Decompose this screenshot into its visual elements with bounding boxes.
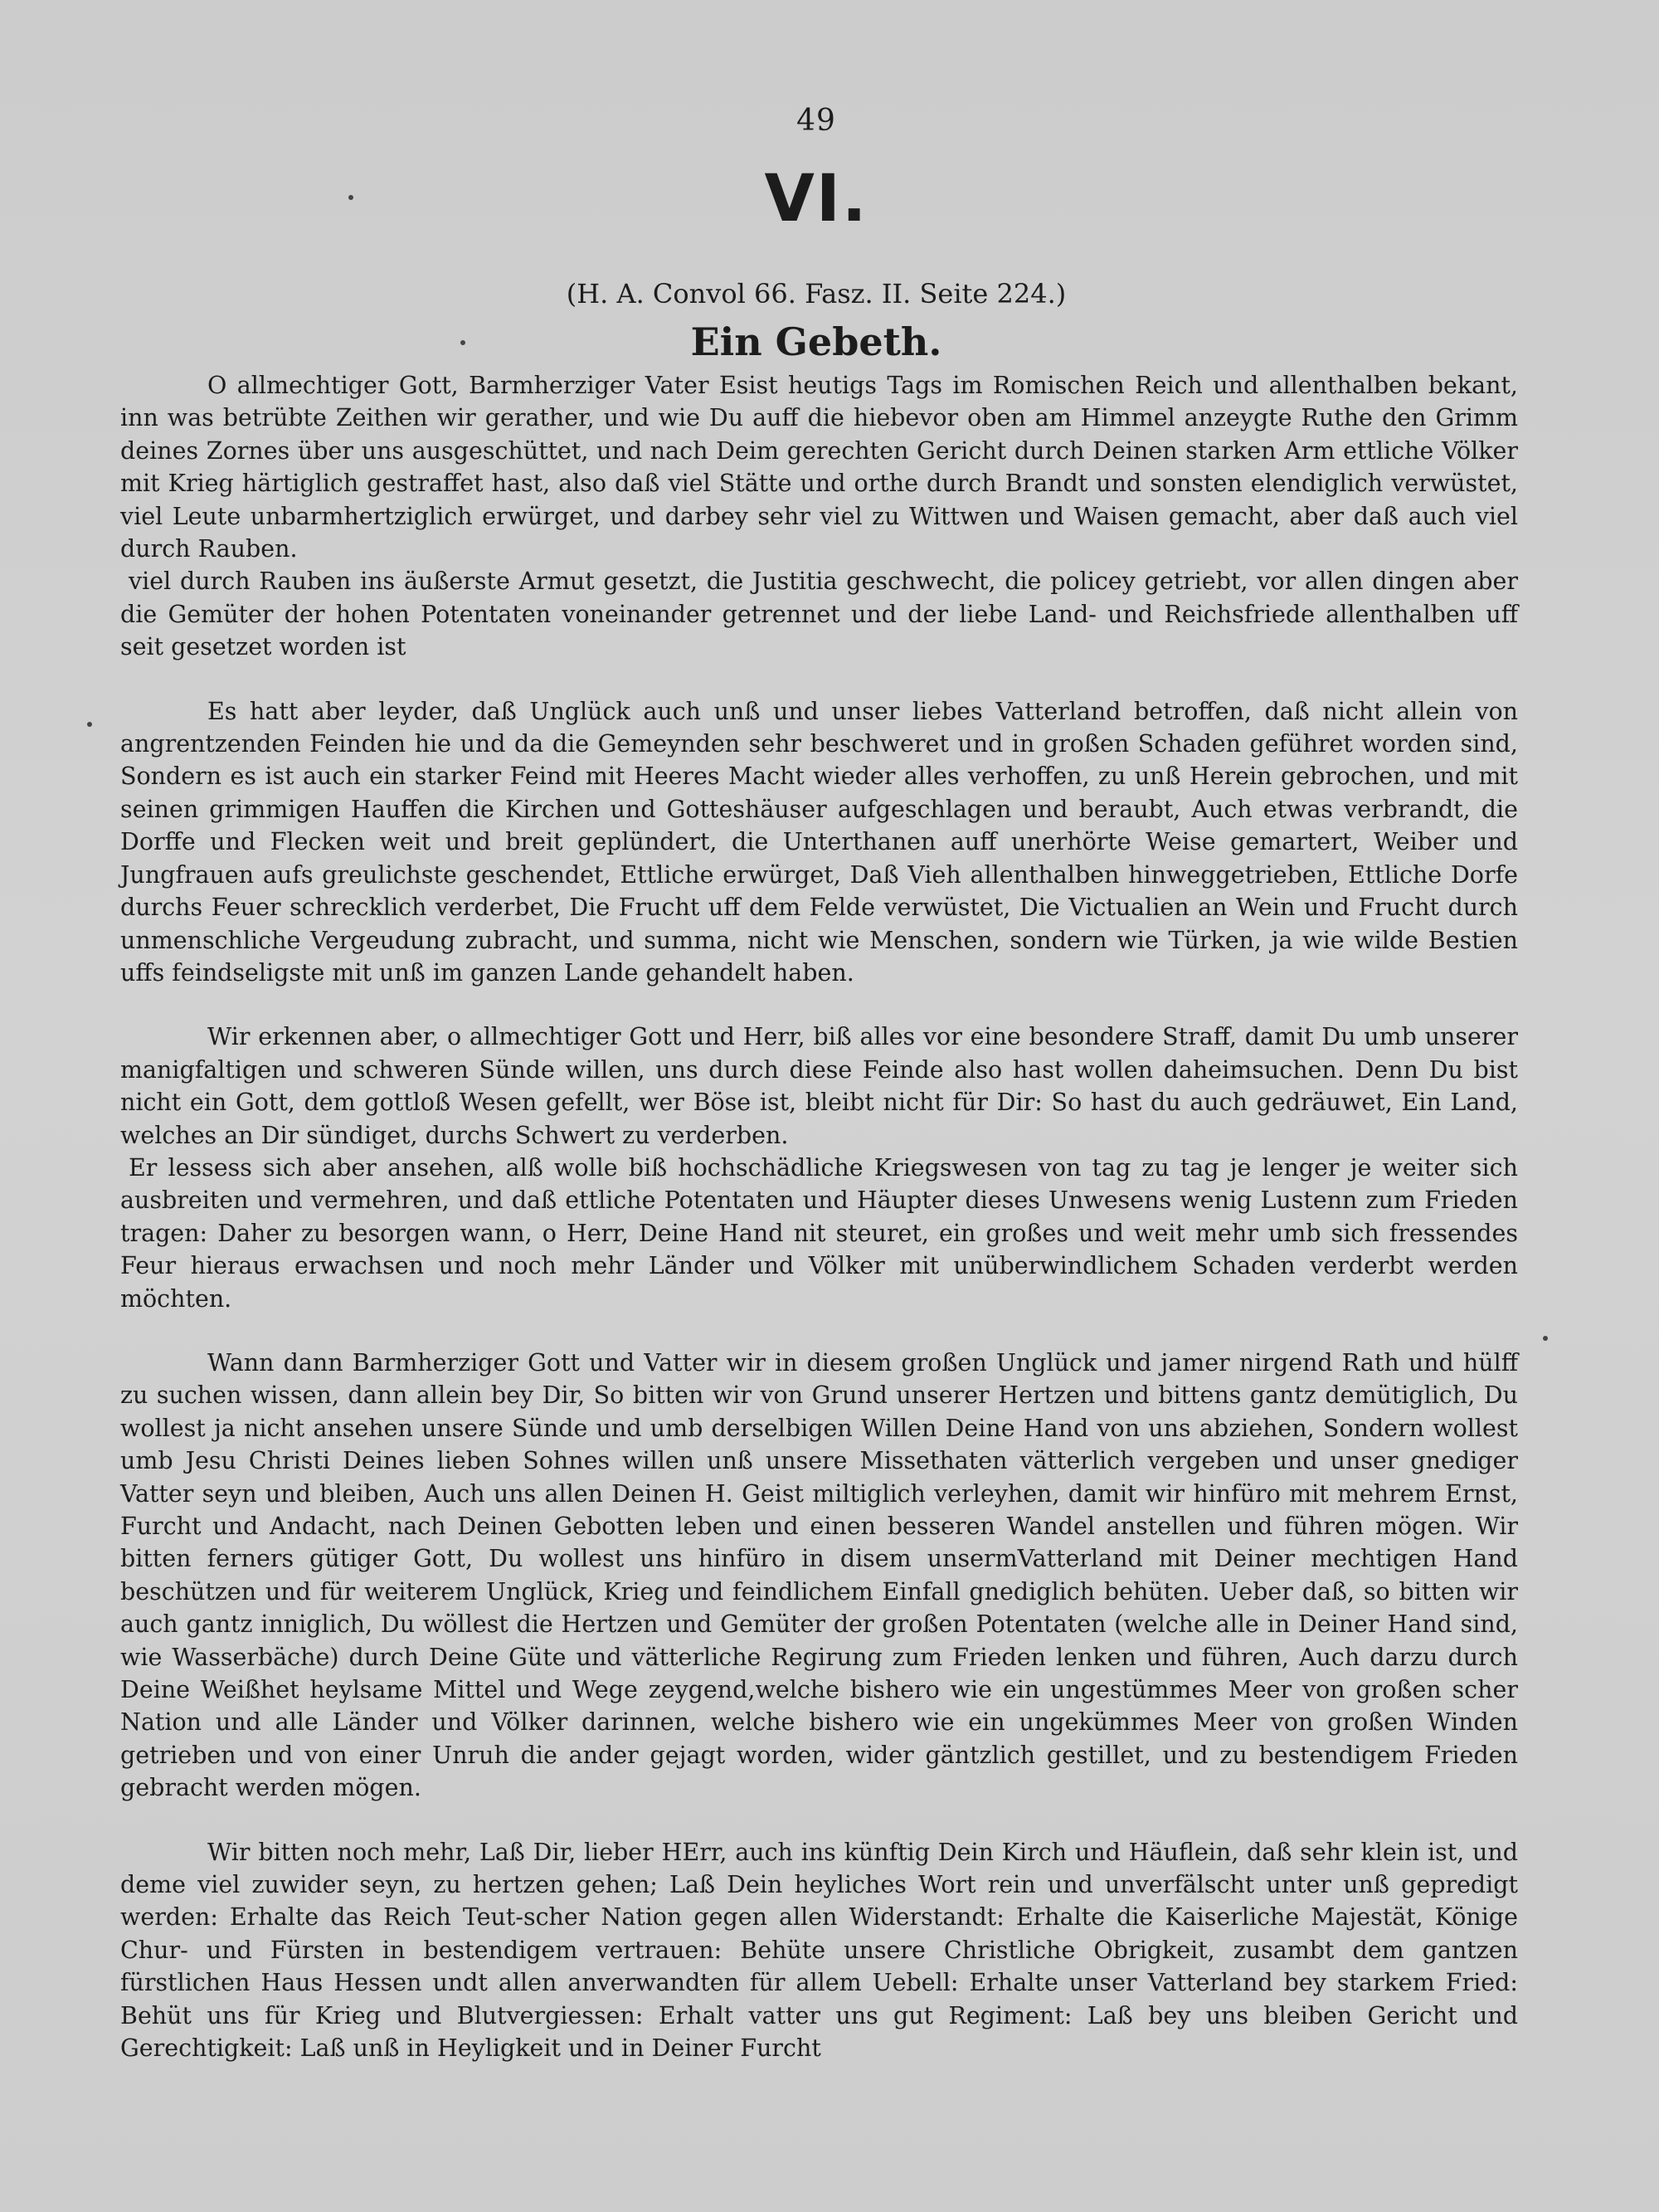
page-number: 49 <box>796 104 836 138</box>
source-reference: (H. A. Convol 66. Fasz. II. Seite 224.) <box>566 278 1067 309</box>
speck-mark <box>460 340 465 345</box>
speck-mark <box>87 722 92 727</box>
paragraph-7: Wir bitten noch mehr, Laß Dir, lieber HErr, auch ins künftig Dein Kirch und Häuflein, daß sehr klein ist, und deme viel zuwider seyn, zu hertzen gehen; Laß Dein heyliches Wort rein und unverfälscht unter unß gepredigt werden: Erhalte das Reich Teut-scher Nation gegen allen Widerstandt: Erhalte die Kaiserliche Majestät, Könige Chur- und Fürsten in bestendigem vertrauen: Behüte unsere Christliche Obrigkeit, zusambt dem gantzen fürstlichen Haus Hessen undt allen anverwandten für allem Uebell: Erhalte unser Vatterland bey starkem Fried: Behüt uns für Krieg und Blutvergiessen: Erhalt vatter uns gut Regiment: Laß bey uns bleiben Gericht und Gerechtigkeit: Laß unß in Heyligkeit und in Deiner Furcht <box>120 1838 1518 2063</box>
speck-mark <box>348 195 353 200</box>
chapter-heading: VI. <box>764 162 868 236</box>
body-text <box>120 369 1518 2065</box>
paragraph-2: viel durch Rauben ins äußerste Armut gesetzt, die Justitia geschwecht, die policey getriebt, vor allen dingen aber die Gemüter der hohen Potentaten voneinander getrennet und der liebe Land- und Reichsfriede allenthalben uff seit gesetzet worden ist <box>120 568 1518 661</box>
paragraph-6: Wann dann Barmherziger Gott und Vatter wir in diesem großen Unglück und jamer nirgend Rath und hülff zu suchen wissen, dann allein bey Dir, So bitten wir von Grund unserer Hertzen und bittens gantz demütiglich, Du wollest ja nicht ansehen unsere Sünde und umb derselbigen Willen Deine Hand von uns abziehen, Sondern wollest umb Jesu Christi Deines lieben Sohnes willen unß unsere Missethaten vätterlich vergeben und unser gnediger Vatter seyn und bleiben, Auch uns allen Deinen H. Geist miltiglich verleyhen, damit wir hinfüro mit mehrem Ernst, Furcht und Andacht, nach Deinen Gebotten leben und einen besseren Wandel anstellen und führen mögen. Wir bitten ferners gütiger Gott, Du wollest uns hinfüro in disem unsermVatterland mit Deiner mechtigen Hand beschützen und für weiterem Unglück, Krieg und feindlichem Einfall gnediglich behüten. Ueber daß, so bitten wir auch gantz inniglich, Du wöllest die Hertzen und Gemüter der großen Potentaten (welche alle in Deiner Hand sind, wie Wasserbäche) durch Deine Güte und vätterliche Regirung zum Frieden lenken und führen, Auch darzu durch Deine Weißhet heylsame Mittel und Wege zeygend,welche bishero wie ein ungestümmes Meer von großen scher Nation und alle Länder und Völker darinnen, welche bishero wie ein ungekümmes Meer von großen Winden getrieben und von einer Unruh die ander gejagt worden, wider gäntzlich gestillet, und zu bestendigem Frieden gebracht werden mögen. <box>120 1348 1518 1802</box>
speck-mark <box>1543 1336 1548 1341</box>
paragraph-4: Wir erkennen aber, o allmechtiger Gott und Herr, biß alles vor eine besondere Straff, damit Du umb unserer manigfaltigen und schweren Sünde willen, uns durch diese Feinde also hast wollen daheimsuchen. Denn Du bist nicht ein Gott, dem gottloß Wesen gefellt, wer Böse ist, bleibt nicht für Dir: So hast du auch gedräuwet, Ein Land, welches an Dir sündiget, durchs Schwert zu verderben. <box>120 1023 1518 1149</box>
paragraph-5: Er lessess sich aber ansehen, alß wolle biß hochschädliche Kriegswesen von tag zu tag je lenger je weiter sich ausbreiten und vermehren, und daß ettliche Potentaten und Häupter dieses Unwesens wenig Lustenn zum Frieden tragen: Daher zu besorgen wann, o Herr, Deine Hand nit steuret, ein großes und weit mehr umb sich fressendes Feur hieraus erwachsen und noch mehr Länder und Völker mit unüberwindlichem Schaden verderbt werden möchten. <box>120 1153 1518 1313</box>
paragraph-1: O allmechtiger Gott, Barmherziger Vater Esist heutigs Tags im Romischen Reich und allenthalben bekant, inn was betrübte Zeithen wir gerather, und wie Du auff die hiebevor oben am Himmel anzeygte Ruthe den Grimm deines Zornes über uns ausgeschüttet, und nach Deim gerechten Gericht durch Deinen starken Arm ettliche Völker mit Krieg härtiglich gestraffet hast, also daß viel Stätte und orthe durch Brandt und sonsten elendiglich verwüstet, viel Leute unbarmhertziglich erwürget, und darbey sehr viel zu Wittwen und Waisen gemacht, aber daß auch viel durch Rauben. <box>120 372 1518 563</box>
page-title: Ein Gebeth. <box>690 319 942 364</box>
paragraph-3: Es hatt aber leyder, daß Unglück auch unß und unser liebes Vatterland betroffen, daß nicht allein von angrentzenden Feinden hie und da die Gemeynden sehr beschweret und in großen Schaden geführet worden sind, Sondern es ist auch ein starker Feind mit Heeres Macht wieder alles verhoffen, zu unß Herein gebrochen, und mit seinen grimmigen Hauffen die Kirchen und Gotteshäuser aufgeschlagen und beraubt, Auch etwas verbrandt, die Dorffe und Flecken weit und breit geplündert, die Unterthanen auff unerhörte Weise gemartert, Weiber und Jungfrauen aufs greulichste geschendet, Ettliche erwürget, Daß Vieh allenthalben hinweggetrieben, Ettliche Dorfe durchs Feuer schrecklich verderbet, Die Frucht uff dem Felde verwüstet, Die Victualien an Wein und Frucht durch unmenschliche Vergeudung zubracht, und summa, nicht wie Menschen, sondern wie Türken, ja wie wilde Bestien uffs feindseligste mit unß im ganzen Lande gehandelt haben. <box>120 697 1518 987</box>
